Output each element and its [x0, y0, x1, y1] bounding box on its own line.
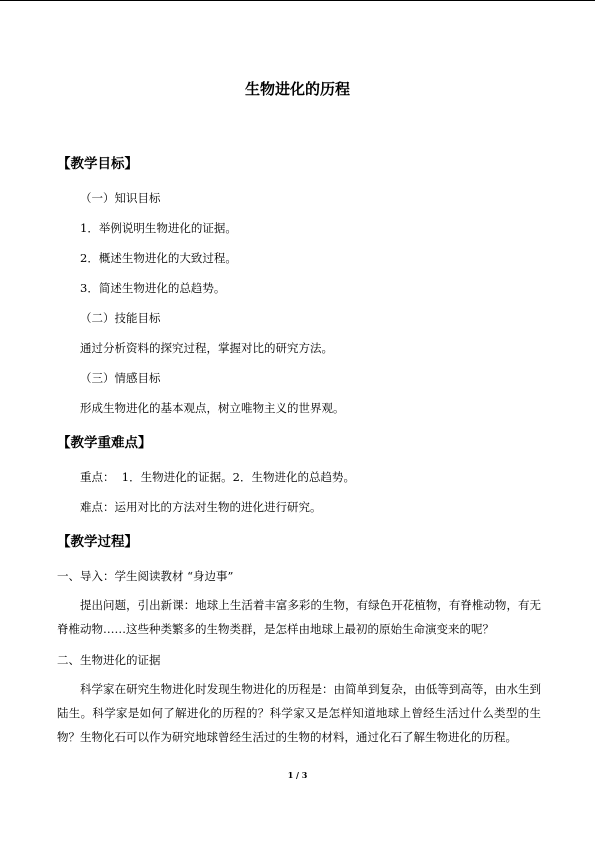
- goal-knowledge: （一）知识目标: [80, 191, 161, 205]
- step-2-title: 二、生物进化的证据: [57, 653, 161, 667]
- goal-item-1: 1．举例说明生物进化的证据。: [80, 221, 237, 235]
- key-point: 重点： 1．生物进化的证据。2．生物进化的总趋势。: [80, 470, 355, 484]
- goal-emotion-text: 形成生物进化的基本观点，树立唯物主义的世界观。: [80, 401, 345, 415]
- goal-item-3: 3．简述生物进化的总趋势。: [80, 281, 226, 295]
- goal-item-2: 2．概述生物进化的大致过程。: [80, 251, 237, 265]
- difficult-point: 难点：运用对比的方法对生物的进化进行研究。: [80, 500, 322, 514]
- page-number: 1 / 3: [287, 770, 308, 780]
- goal-skill: （二）技能目标: [80, 311, 161, 325]
- key-heading: 【教学重难点】: [57, 435, 152, 451]
- goals-heading: 【教学目标】: [57, 156, 138, 172]
- step-2-text: 科学家在研究生物进化时发现生物进化的历程是：由简单到复杂，由低等到高等，由水生到陆生。科学家是如何了解进化的历程的？科学家又是怎样知道地球上曾经生活过什么类型的生物？生物化石可以作为研究地球曾经生活过的生物的材料，通过化石了解生物进化的历程。: [57, 682, 541, 744]
- goal-skill-text: 通过分析资料的探究过程，掌握对比的研究方法。: [80, 341, 333, 355]
- goal-emotion: （三）情感目标: [80, 371, 161, 385]
- process-heading: 【教学过程】: [57, 534, 138, 550]
- step-1-title: 一、导入：学生阅读教材 “身边事”: [57, 569, 234, 583]
- step-1-text: 提出问题，引出新课：地球上生活着丰富多彩的生物，有绿色开花植物，有脊椎动物，有无脊椎动物……这些种类繁多的生物类群，是怎样由地球上最初的原始生命演变来的呢？: [57, 598, 541, 636]
- page-title: 生物进化的历程: [244, 80, 350, 98]
